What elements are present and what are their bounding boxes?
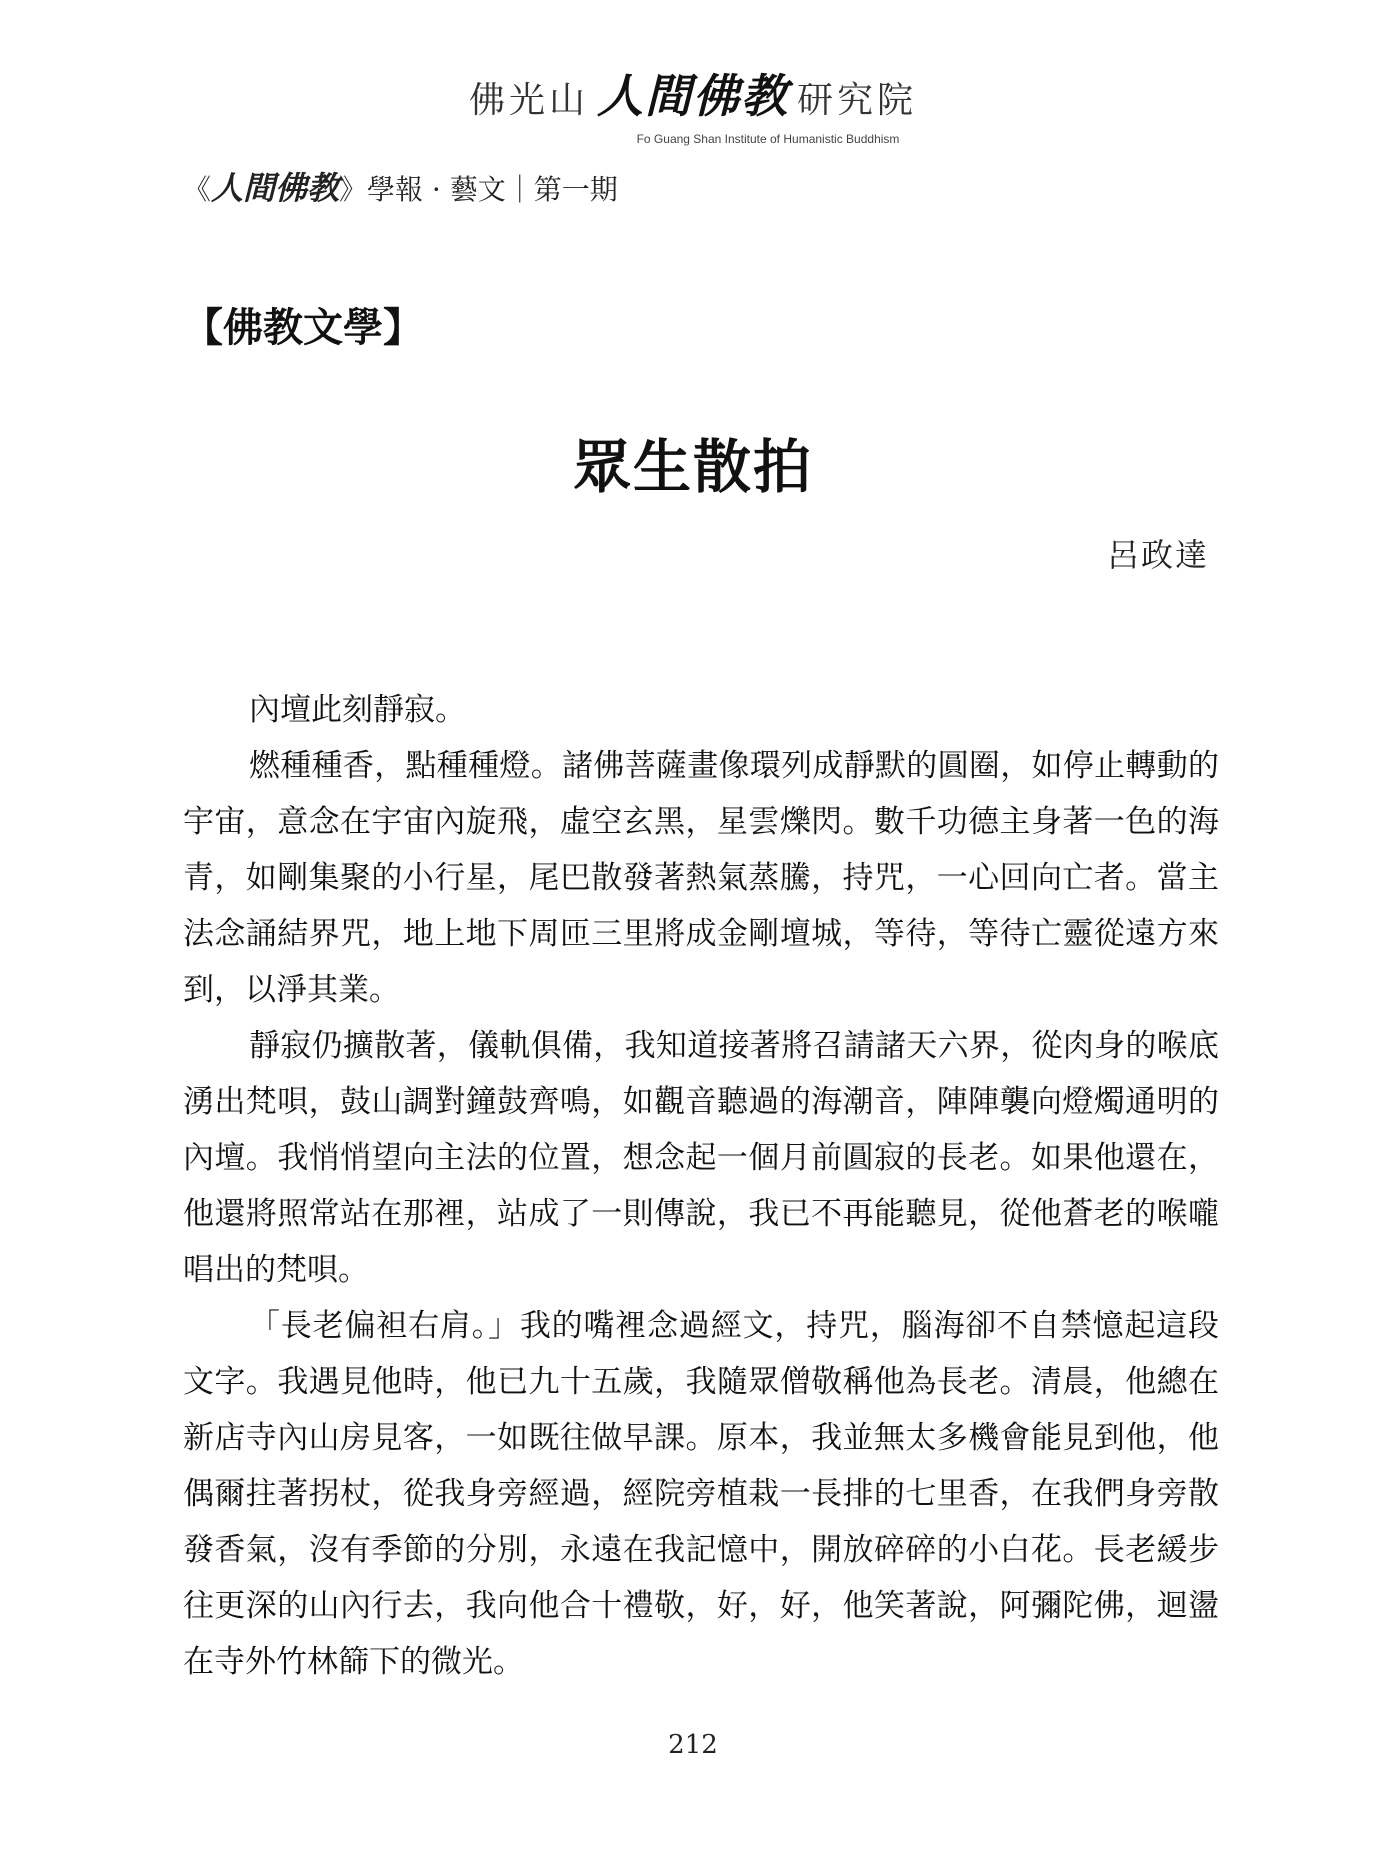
article-body (183, 682, 1219, 1690)
journal-brand-calligraphy: 人間佛教 (211, 169, 340, 207)
institute-brand-calligraphy: 人間佛教 (597, 69, 789, 123)
paragraph: 內壇此刻靜寂。 (249, 692, 466, 728)
institute-english-name: Fo Guang Shan Institute of Humanistic Buddhism (636, 132, 900, 146)
paragraph: 靜寂仍擴散著，儀軌俱備，我知道接著將召請諸天六界，從肉身的喉底湧出梵唄，鼓山調對鐘鼓齊鳴，如觀音聽過的海潮音，陣陣襲向燈燭通明的內壇。我悄悄望向主法的位置，想念起一個月前圓寂的長老。如果他還在，他還將照常站在那裡，站成了一則傳說，我已不再能聽見，從他蒼老的喉嚨唱出的梵唄。 (183, 1028, 1219, 1288)
paragraph: 「長老偏袒右肩。」我的嘴裡念過經文，持咒，腦海卻不自禁憶起這段文字。我遇見他時，他已九十五歲，我隨眾僧敬稱他為長老。清晨，他總在新店寺內山房見客，一如既往做早課。原本，我並無太多機會能見到他，他偶爾拄著拐杖，從我身旁經過，經院旁植栽一長排的七里香，在我們身旁散發香氣，沒有季節的分別，永遠在我記憶中，開放碎碎的小白花。長老緩步往更深的山內行去，我向他合十禮敬，好，好，他笑著說，阿彌陀佛，迴盪在寺外竹林篩下的微光。 (183, 1308, 1219, 1680)
page-number: 212 (668, 1730, 718, 1760)
paragraph: 燃種種香，點種種燈。諸佛菩薩畫像環列成靜默的圓圈，如停止轉動的宇宙，意念在宇宙內旋飛，虛空玄黑，星雲爍閃。數千功德主身著一色的海青，如剛集聚的小行星，尾巴散發著熱氣蒸騰，持咒，一心回向亡者。當主法念誦結界咒，地上地下周匝三里將成金剛壇城，等待，等待亡靈從遠方來到，以淨其業。 (183, 748, 1219, 1008)
institute-name (0, 60, 1386, 126)
running-head-open: 《 (183, 173, 212, 206)
article-author: 呂政達 (1106, 536, 1209, 574)
institute-logo (0, 60, 1386, 146)
running-head-rest: 》學報 · 藝文｜第一期 (339, 173, 618, 206)
section-label: 【佛教文學】 (183, 304, 423, 351)
article-title: 眾生散拍 (572, 433, 813, 501)
institute-prefix: 佛光山 (468, 80, 589, 121)
running-head (183, 163, 618, 209)
institute-suffix: 研究院 (797, 80, 918, 121)
